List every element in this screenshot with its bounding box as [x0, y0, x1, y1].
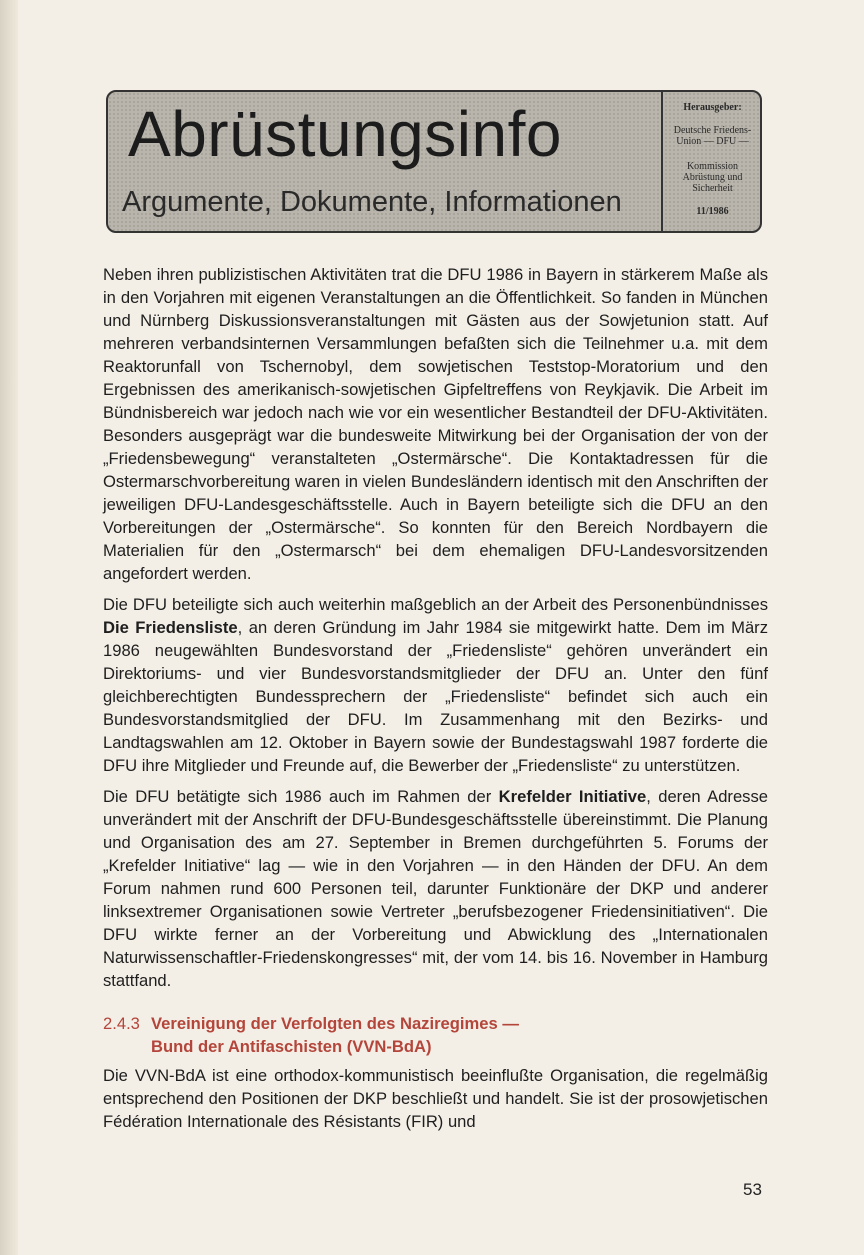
banner-subtitle: Argumente, Dokumente, Informationen — [122, 186, 622, 218]
main-text — [103, 263, 768, 1141]
paragraph-3-start: Die DFU betätigte sich 1986 auch im Rahmen der — [103, 787, 499, 806]
page-number: 53 — [743, 1180, 762, 1199]
krefelder-initiative-term: Krefelder Initiative — [498, 787, 647, 806]
section-title-line-1: Vereinigung der Verfolgten des Naziregimes — — [151, 1014, 519, 1033]
paragraph-2-start: Die DFU beteiligte sich auch weiterhin maßgeblich an der Arbeit des Personenbündnisses — [103, 595, 768, 614]
page-binding-edge — [0, 0, 18, 1255]
publisher-org: Deutsche Friedens-Union — DFU — — [673, 125, 752, 147]
issue-number: 11/1986 — [696, 206, 729, 217]
paragraph-1: Neben ihren publizistischen Aktivitäten trat die DFU 1986 in Bayern in stärkerem Maße als in den Vorjahren mit eigenen Veranstaltungen an die Öffentlichkeit. So fanden in München und Nürnberg Diskussionsveranstaltungen mit Gästen aus der Sowjetunion statt. Auf mehreren verbandsinternen Versammlungen befaßten sich die Teilnehmer u.a. mit dem Reaktorunfall von Tschernobyl, dem sowjetischen Teststop-Moratorium und den Ergebnissen des amerikanisch-sowjetischen Gipfeltreffens von Reykjavik. Die Arbeit im Bündnisbereich war jedoch nach wie vor ein wesentlicher Bestandteil der DFU-Aktivitäten. Besonders ausgeprägt war die bundesweite Mitwirkung bei der Organisation der von der „Friedensbewegung“ veranstalteten „Ostermärsche“. Die Kontaktadressen für die Ostermarschvorbereitung waren in vielen Bundesländern identisch mit den Anschriften der jeweiligen DFU-Landesgeschäftsstelle. Auch in Bayern beteiligte sich die DFU an den Vorbereitungen der „Ostermärsche“. So konnten für den Bereich Nordbayern die Materialien für den „Ostermarsch“ bei dem ehemaligen DFU-Landesvorsitzenden angefordert werden. — [103, 265, 768, 583]
section-title — [151, 1012, 519, 1058]
paragraph-3-end: , deren Adresse unverändert mit der Anschrift der DFU-Bundesgeschäftsstelle übereinstimmt. Die Planung und Organisation des am 27. September in Bremen durchgeführten 5. Forums der „Krefelder Initiative“ lag — wie in den Vorjahren — in den Händen der DFU. An dem Forum nahmen rund 600 Personen teil, darunter Funktionäre der DKP und anderer linksextremer Organisationen sowie Vertreter „berufsbezogener Friedensinitiativen“. Die DFU wirkte ferner an der Vorbereitung und Abwicklung des „Internationalen Naturwissenschaftler-Friedenskongresses“ mit, der vom 14. bis 16. November in Hamburg stattfand. — [103, 787, 768, 990]
section-number: 2.4.3 — [103, 1014, 140, 1033]
banner-main-panel — [108, 92, 663, 231]
commission-name: Kommission Abrüstung und Sicherheit — [682, 161, 743, 194]
publisher-label: Herausgeber: — [683, 102, 742, 113]
banner-side-panel — [665, 92, 760, 231]
header-banner — [106, 90, 762, 233]
paragraph-4: Die VVN-BdA ist eine orthodox-kommunistisch beeinflußte Organisation, die regelmäßig entsprechend den Positionen der DKP beschließt und handelt. Sie ist der prosowjetischen Fédération Internationale des Résistants (FIR) und — [103, 1066, 768, 1131]
paragraph-2-end: , an deren Gründung im Jahr 1984 sie mitgewirkt hatte. Dem im März 1986 neugewählten Bundesvorstand der „Friedensliste“ gehören unverändert ein Direktoriums- und vier Bundesvorstandsmitglieder der DFU an. Unter den fünf gleichberechtigten Bundessprechern der „Friedensliste“ befindet sich auch ein Bundesvorstandsmitglied der DFU. Im Zusammenhang mit den Bezirks- und Landtagswahlen am 12. Oktober in Bayern sowie der Bundestagswahl 1987 forderte die DFU ihre Mitglieder und Freunde auf, die Bewerber der „Friedensliste“ zu unterstützen. — [103, 618, 768, 775]
section-heading — [103, 1012, 768, 1058]
paragraph-2 — [103, 593, 768, 777]
friedensliste-term: Die Friedensliste — [103, 618, 238, 637]
section-title-line-2: Bund der Antifaschisten (VVN-BdA) — [151, 1037, 432, 1056]
paragraph-3 — [103, 785, 768, 992]
banner-title: Abrüstungsinfo — [128, 98, 562, 170]
